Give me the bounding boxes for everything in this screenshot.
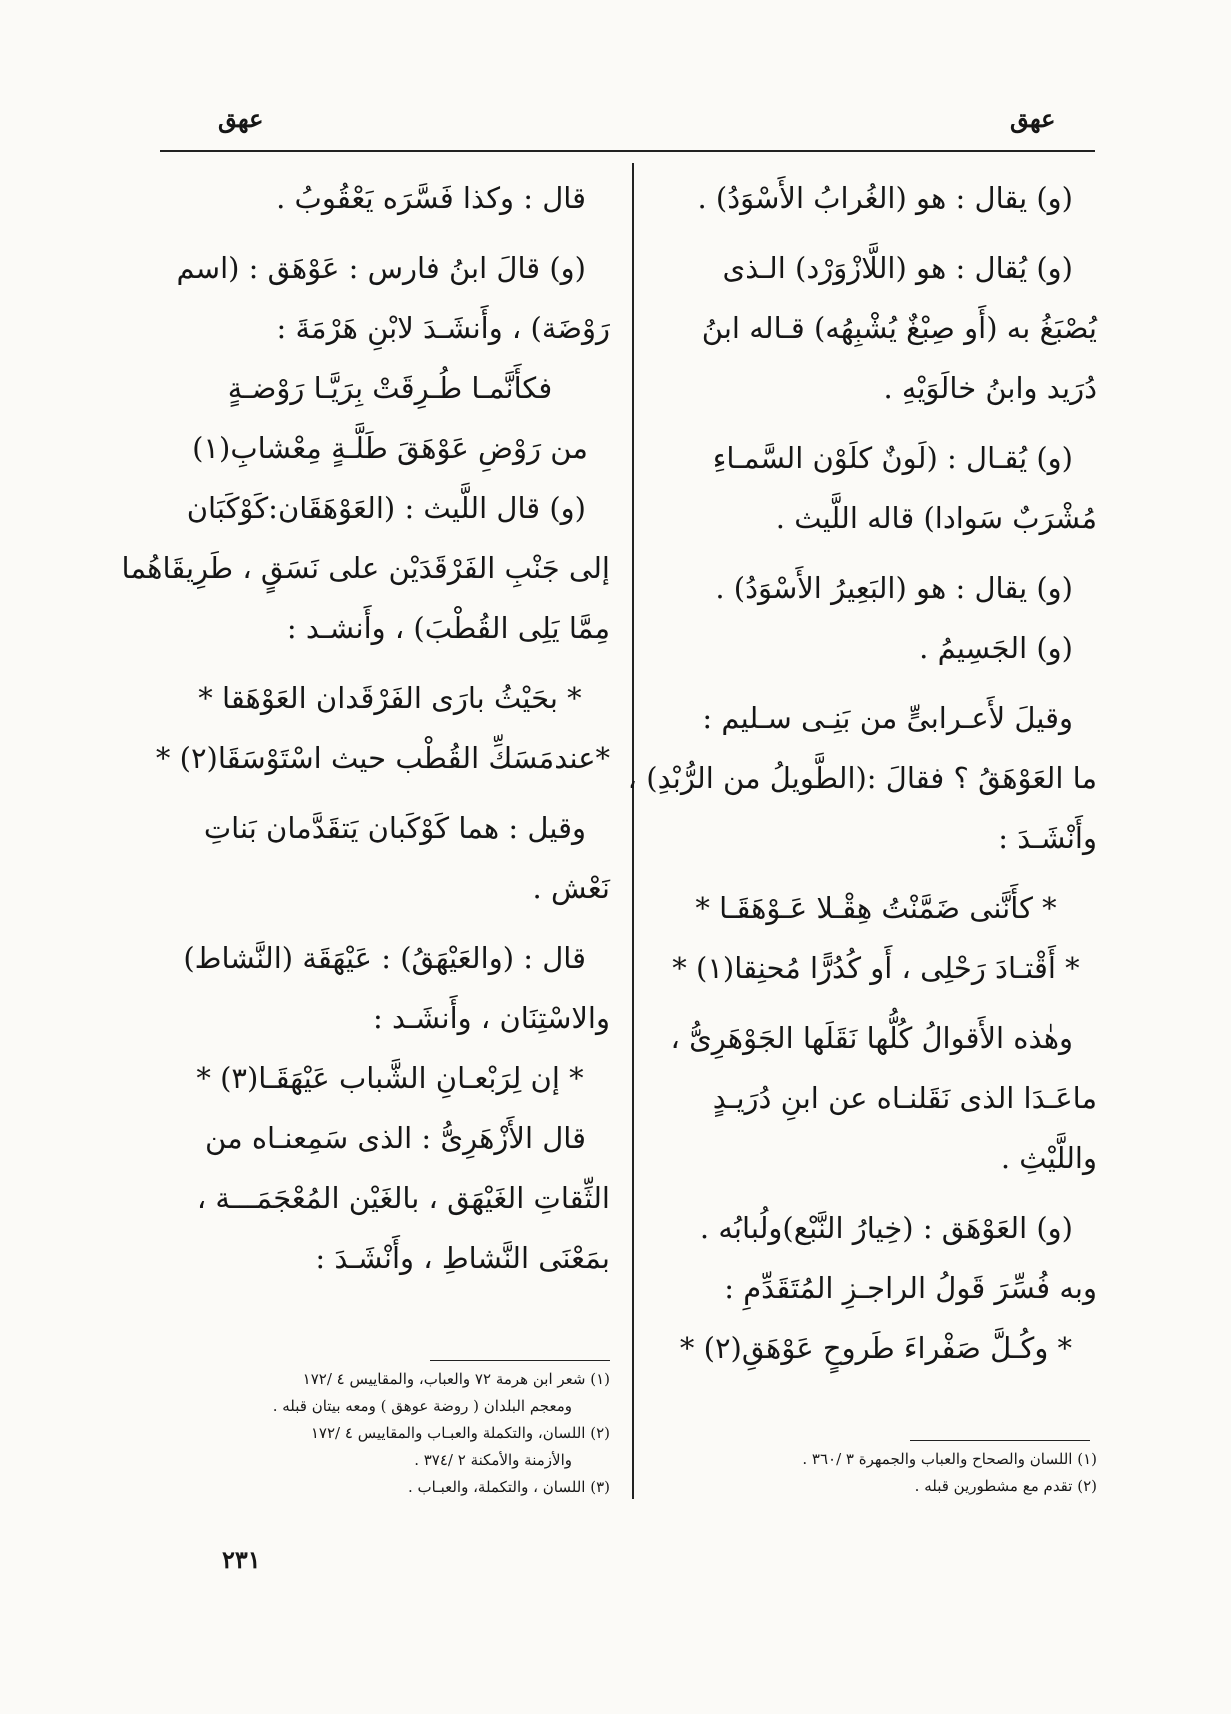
text-line: ماعَـدَا الذى نَقَلنـاه عن ابنِ دُرَيـدٍ <box>712 1081 1097 1115</box>
text-line: رَوْضَة) ، وأَنشَـدَ لابْنِ هَرْمَةَ : <box>276 311 610 345</box>
text-line: مِمَّا يَلِى القُطْبَ) ، وأَنشـد : <box>286 611 610 645</box>
footnote-rule-right <box>910 1440 1090 1441</box>
text-line: (و) يُقال : هو (اللَّازْوَرْد) الـذى <box>722 251 1073 285</box>
text-line: الثِّقاتِ الغَيْهَق ، بالغَيْن المُعْجَمَـــة ، <box>196 1181 610 1215</box>
footnotes-left <box>170 1366 610 1501</box>
footnote: (٣) اللسان ، والتكملة، والعبـاب . <box>407 1478 610 1496</box>
text-line: قال : (والعَيْهَقُ) : عَيْهَقَة (النَّشاط) <box>183 941 586 975</box>
right-column <box>627 168 1097 1378</box>
text-line: وأَنْشَـدَ : <box>998 821 1097 855</box>
text-line: (و) قال اللَّيث : (العَوْهَقَان:كَوْكَبَان <box>186 491 586 525</box>
footnote: (١) اللسان والصحاح والعباب والجمهرة ٣ /٣٦٠ . <box>802 1450 1097 1468</box>
text-line: واللَّيْثِ . <box>1000 1141 1097 1175</box>
text-line: ما العَوْهَقُ ؟ فقالَ :(الطَّويلُ من الرُّبْدِ) ، <box>627 761 1097 795</box>
text-line: (و) قالَ ابنُ فارس : عَوْهَق : (اسم <box>176 251 586 285</box>
verse-line: * كأَنَّنى ضَمَّنْتُ هِقْـلا عَـوْهَقَـا * <box>695 891 1057 925</box>
running-head-right: عهق <box>1010 104 1056 133</box>
footnote: والأزمنة والأمكنة ٢ /٣٧٤ . <box>414 1451 572 1469</box>
text-line: إلى جَنْبِ الفَرْقَدَيْن على نَسَقٍ ، طَرِيقَاهُما <box>121 551 610 585</box>
text-line: بمَعْنَى النَّشاطِ ، وأَنْشَـدَ : <box>315 1241 610 1275</box>
text-line: نَعْش . <box>532 871 610 905</box>
text-line: وبه فُسِّرَ قَولُ الراجـزِ المُتَقَدِّمِ : <box>724 1271 1097 1305</box>
running-head-left: عهق <box>218 104 264 133</box>
text-line: (و) الجَسِيمُ . <box>919 631 1073 665</box>
verse-line: فكأَنَّمـا طُـرِقَتْ بِرَيَّـا رَوْضـةٍ <box>227 371 553 405</box>
text-line: والاسْتِنَان ، وأَنشَـد : <box>372 1001 610 1035</box>
left-column <box>121 168 610 1288</box>
verse-line: من رَوْضِ عَوْهَقَ طَلَّـةٍ مِعْشابِ(١) <box>192 431 588 465</box>
header-rule <box>160 150 1095 152</box>
column-divider <box>632 163 634 1499</box>
text-line: (و) يقال : هو (الغُرابُ الأَسْوَدُ) . <box>697 181 1073 215</box>
text-line: قال الأَزْهَرِىُّ : الذى سَمِعنـاه من <box>205 1121 586 1155</box>
text-line: (و) يقال : هو (البَعِيرُ الأَسْوَدُ) . <box>715 571 1073 605</box>
text-line: يُصْبَغُ به (أَو صِبْغٌ يُشْبِهُه) قـاله ابنُ <box>701 311 1097 345</box>
text-line: (و) يُقـال : (لَونٌ كلَوْن السَّمـاءِ <box>712 441 1073 475</box>
verse-line: * وكُـلَّ صَفْراءَ طَروحٍ عَوْهَقِ(٢) * <box>679 1331 1073 1365</box>
text-line: (و) العَوْهَق : (خِيارُ النَّبْع)ولُبابُه . <box>699 1211 1073 1245</box>
verse-line: *عندمَسَكِّ القُطْب حيث اسْتَوْسَقَا(٢) * <box>155 741 610 775</box>
text-line: وهٰذه الأَقوالُ كُلُّها نَقَلَها الجَوْهَرِىُّ ، <box>670 1021 1073 1055</box>
text-line: مُشْرَبٌ سَوادا) قاله اللَّيث . <box>775 501 1097 535</box>
page-number: ٢٣١ <box>222 1545 261 1574</box>
text-line: وقيلَ لأَعـرابىٍّ من بَنِـى سـليم : <box>702 701 1073 735</box>
text-line: وقيل : هما كَوْكَبان يَتقَدَّمان بَناتِ <box>203 811 586 845</box>
text-line: قال : وكذا فَسَّرَه يَعْقُوبُ . <box>276 181 586 215</box>
footnote: (٢) اللسان، والتكملة والعبـاب والمقاييس ٤ /١٧٢ <box>310 1424 610 1442</box>
footnote: (١) شعر ابن هرمة ٧٢ والعباب، والمقاييس ٤ /١٧٢ <box>302 1370 610 1388</box>
footnote: ومعجم البلدان ( روضة عوهق ) ومعه بيتان قبله . <box>272 1397 572 1415</box>
footnotes-right <box>655 1446 1097 1500</box>
footnote-rule-left <box>430 1360 610 1361</box>
verse-line: * إن لِرَبْعـانِ الشَّباب عَيْهَقَـا(٣) * <box>196 1061 584 1095</box>
verse-line: * أَقْتـادَ رَحْلِى ، أَو كُدُرًّا مُحنِقا(١) * <box>672 951 1080 985</box>
footnote: (٢) تقدم مع مشطورين قبله . <box>914 1477 1097 1495</box>
verse-line: * بحَيْثُ بارَى الفَرْقَدان العَوْهَقا * <box>198 681 582 715</box>
text-line: دُرَيد وابنُ خالَوَيْهِ . <box>883 371 1097 405</box>
